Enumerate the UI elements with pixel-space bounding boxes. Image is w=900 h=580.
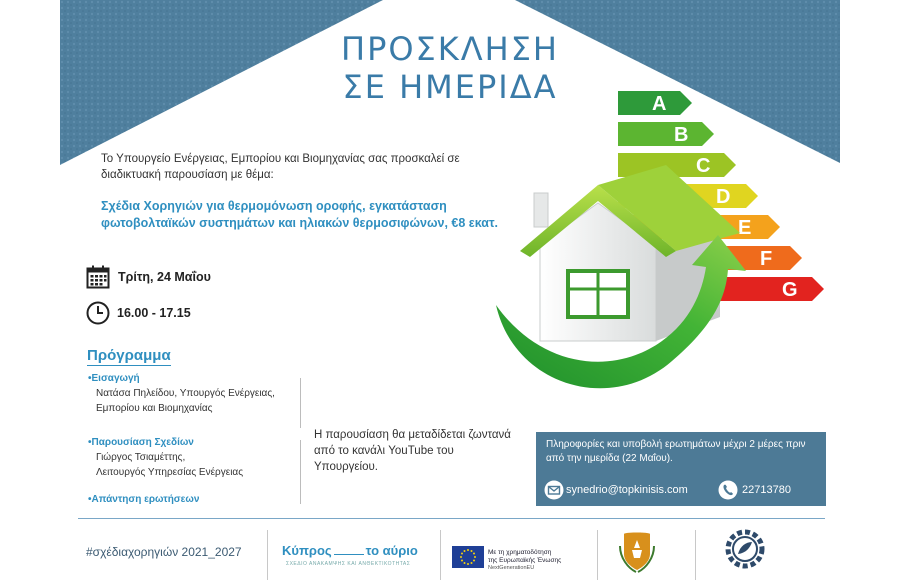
eu-funding-text <box>488 549 561 565</box>
phone-number[interactable]: 22713780 <box>742 484 791 496</box>
program-item-detail <box>96 386 275 416</box>
email-icon <box>544 480 564 500</box>
program-item-title: •Παρουσίαση Σχεδίων <box>88 437 194 448</box>
footer-divider <box>78 518 825 519</box>
eu-line2: της Ευρωπαϊκής Ένωσης <box>488 557 562 564</box>
cyprus-emblem-icon <box>614 528 660 576</box>
kypros-underline <box>334 554 364 555</box>
energy-letter-d: D <box>716 186 731 208</box>
hashtag-text: #σχέδιαχορηγιών 2021_2027 <box>86 545 242 559</box>
kypros-left-word: Κύπρος <box>282 543 332 558</box>
invitation-title-line1: ΠΡΟΣΚΛΗΣΗ <box>341 30 559 68</box>
intro-text: Το Υπουργείο Ενέργειας, Εμπορίου και Βιομηχανίας σας προσκαλεί σε διαδικτυακή παρουσίαση με θέμα: <box>101 153 460 181</box>
program-item-title: •Εισαγωγή <box>88 373 140 384</box>
energy-letter-c: C <box>696 155 711 177</box>
info-box <box>536 432 826 506</box>
program-item-line: Γιώργος Τσιαμέττης, <box>96 452 186 463</box>
footer-separator <box>440 530 441 580</box>
footer-separator <box>695 530 696 580</box>
ministry-gear-logo-icon <box>722 526 768 572</box>
program-item-line: Εμπορίου και Βιομηχανίας <box>96 403 213 414</box>
event-date: Τρίτη, 24 Μαΐου <box>118 270 211 284</box>
house-chimney <box>534 193 548 227</box>
eu-nextgen-text: NextGenerationEU <box>488 565 535 571</box>
program-item-line: Λειτουργός Υπηρεσίας Ενέργειας <box>96 467 244 478</box>
energy-bar-c <box>618 153 736 177</box>
topic-text: Σχέδια Χορηγιών για θερμομόνωση οροφής, εγκατάσταση φωτοβολταϊκών συστημάτων και ηλιακών θερμοσιφώνων, €8 εκατ. <box>101 199 499 230</box>
kypros-right-word: το αύριο <box>365 543 418 558</box>
energy-letter-f: F <box>760 248 773 270</box>
kypros-logo <box>282 543 418 558</box>
eu-line1: Με τη χρηματοδότηση <box>488 549 552 556</box>
program-heading: Πρόγραμμα <box>87 347 171 364</box>
divider-line <box>300 440 301 504</box>
info-text: Πληροφορίες και υποβολή ερωτημάτων μέχρι 2 μέρες πριν από την ημερίδα (22 Μαΐου). <box>546 439 806 464</box>
program-item-line: Νατάσα Πηλείδου, Υπουργός Ενέργειας, <box>96 388 275 399</box>
kypros-subtitle: ΣΧΕΔΙΟ ΑΝΑΚΑΜΨΗΣ ΚΑΙ ΑΝΘΕΚΤΙΚΟΤΗΤΑΣ <box>286 561 411 567</box>
phone-icon <box>718 480 738 500</box>
clock-icon <box>86 301 110 325</box>
program-item-title: •Απάντηση ερωτήσεων <box>88 494 200 505</box>
calendar-icon <box>86 265 110 289</box>
email-link[interactable]: synedrio@topkinisis.com <box>566 484 688 496</box>
event-time: 16.00 - 17.15 <box>117 306 191 320</box>
eu-flag-icon <box>452 546 484 568</box>
footer-separator <box>597 530 598 580</box>
energy-letter-e: E <box>738 217 752 239</box>
stream-note: Η παρουσίαση θα μεταδίδεται ζωντανά από το κανάλι YouTube του Υπουργείου. <box>314 429 511 473</box>
program-item-detail <box>96 450 243 480</box>
invitation-title-line2: ΣΕ ΗΜΕΡΙΔΑ <box>342 68 558 106</box>
energy-letter-g: G <box>782 279 798 301</box>
energy-house-illustration <box>480 85 840 425</box>
energy-letter-b: B <box>674 124 689 146</box>
energy-bar-b <box>618 122 714 146</box>
divider-line <box>300 378 301 428</box>
energy-letter-a: A <box>652 93 667 115</box>
footer-separator <box>267 530 268 580</box>
